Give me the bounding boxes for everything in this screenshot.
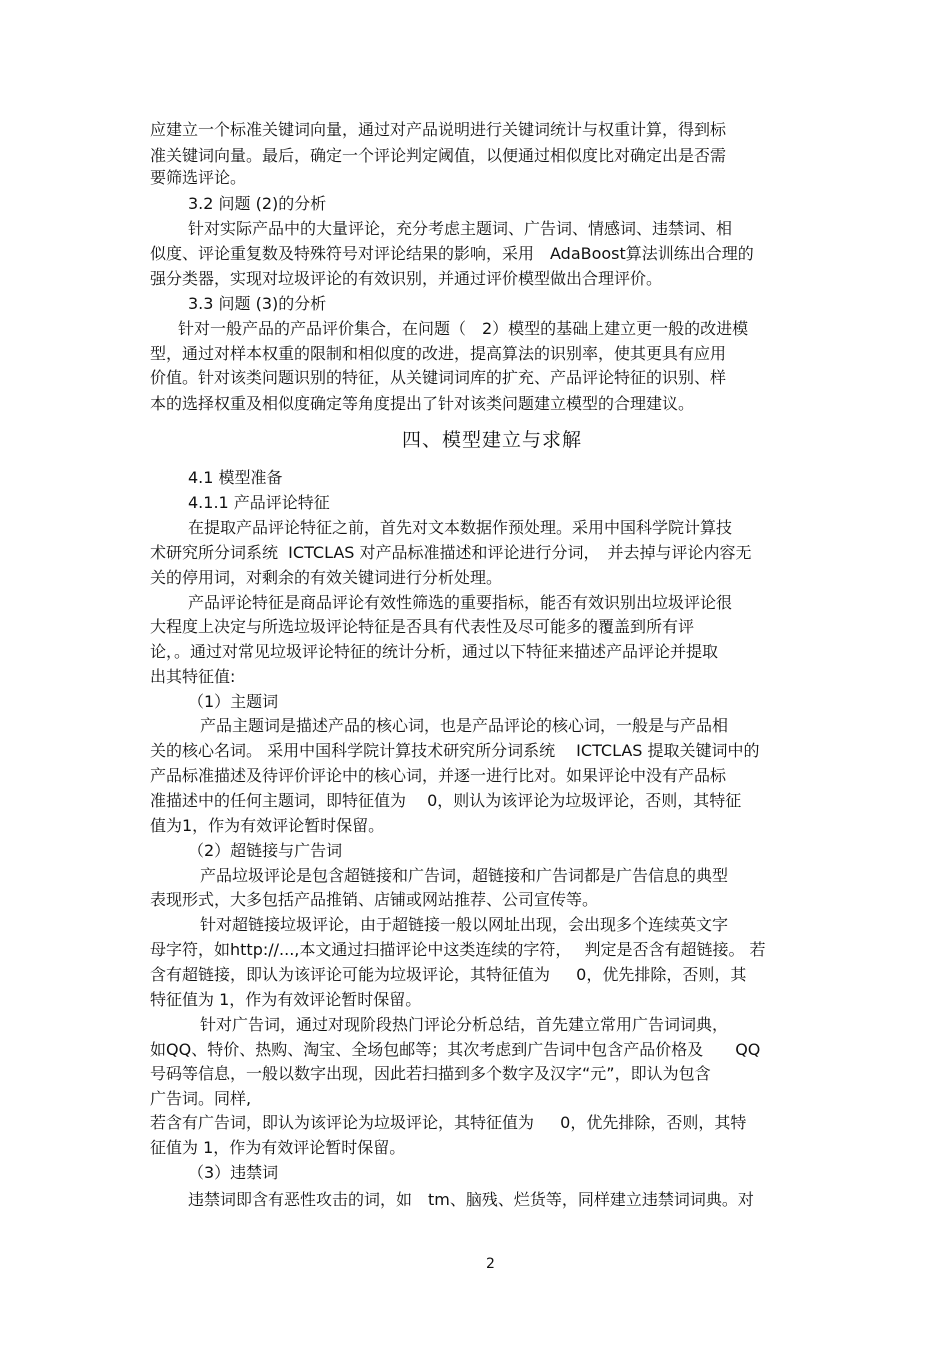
text-line: 本的选择权重及相似度确定等角度提出了针对该类问题建立模型的合理建议。 xyxy=(150,394,695,413)
text-line: 针对一般产品的产品评价集合，在问题（ 2）模型的基础上建立更一般的改进模 xyxy=(178,319,749,338)
subsection-title: 3.3 问题 (3)的分析 xyxy=(188,294,327,313)
item-title: （2）超链接与广告词 xyxy=(188,841,343,860)
text-line: 出其特征值: xyxy=(150,667,236,686)
text-line: 针对广告词，通过对现阶段热门评论分析总结，首先建立常用广告词词典， xyxy=(200,1015,729,1034)
text-line: 大程度上决定与所选垃圾评论特征是否具有代表性及尽可能多的覆盖到所有评 xyxy=(150,617,695,636)
text-line: 术研究所分词系统 ICTCLAS 对产品标准描述和评论进行分词， 并去掉与评论内容无 xyxy=(150,543,752,562)
text-line: 论，。通过对常见垃圾评论特征的统计分析，通过以下特征来描述产品评论并提取 xyxy=(150,642,719,661)
text-line: 违禁词即含有恶性攻击的词，如 tm、脑残、烂货等，同样建立违禁词词典。对 xyxy=(188,1190,754,1209)
text-line: 产品主题词是描述产品的核心词，也是产品评论的核心词，一般是与产品相 xyxy=(200,716,729,735)
text-line: 似度、评论重复数及特殊符号对评论结果的影响，采用 AdaBoost算法训练出合理的 xyxy=(150,244,754,263)
text-line: 含有超链接，即认为该评论可能为垃圾评论，其特征值为 0，优先排除，否则，其 xyxy=(150,965,747,984)
text-line: 广告词。同样, xyxy=(150,1089,252,1108)
page-number: 2 xyxy=(486,1256,495,1272)
item-title: （1）主题词 xyxy=(188,692,279,711)
text-line: 应建立一个标准关键词向量，通过对产品说明进行关键词统计与权重计算，得到标 xyxy=(150,120,727,139)
text-line: 产品评论特征是商品评论有效性筛选的重要指标，能否有效识别出垃圾评论很 xyxy=(188,593,733,612)
text-line: 针对超链接垃圾评论，由于超链接一般以网址出现，会出现多个连续英文字 xyxy=(200,915,729,934)
text-line: 产品垃圾评论是包含超链接和广告词，超链接和广告词都是广告信息的典型 xyxy=(200,866,729,885)
section-heading: 四、模型建立与求解 xyxy=(402,429,583,451)
text-line: 值为1，作为有效评论暂时保留。 xyxy=(150,816,385,835)
text-line: 准关键词向量。最后，确定一个评论判定阈值，以便通过相似度比对确定出是否需 xyxy=(150,146,727,165)
text-line: 关的核心名词。 采用中国科学院计算技术研究所分词系统 ICTCLAS 提取关键词中的 xyxy=(150,741,760,760)
subsection-title: 3.2 问题 (2)的分析 xyxy=(188,194,327,213)
text-line: 准描述中的任何主题词，即特征值为 0，则认为该评论为垃圾评论，否则，其特征 xyxy=(150,791,742,810)
text-line: 如QQ、特价、热购、淘宝、全场包邮等；其次考虑到广告词中包含产品价格及 QQ xyxy=(150,1040,761,1059)
text-line: 母字符，如http://...,本文通过扫描评论中这类连续的字符， 判定是否含有超链接。 若 xyxy=(150,940,766,959)
text-line: 产品标准描述及待评价评论中的核心词，并逐一进行比对。如果评论中没有产品标 xyxy=(150,766,727,785)
text-line: 强分类器，实现对垃圾评论的有效识别，并通过评价模型做出合理评价。 xyxy=(150,269,663,288)
text-line: 若含有广告词，即认为该评论为垃圾评论，其特征值为 0，优先排除，否则，其特 xyxy=(150,1113,747,1132)
text-line: 在提取产品评论特征之前，首先对文本数据作预处理。采用中国科学院计算技 xyxy=(188,518,733,537)
text-line: 征值为 1，作为有效评论暂时保留。 xyxy=(150,1138,406,1157)
text-line: 价值。针对该类问题识别的特征，从关键词词库的扩充、产品评论特征的识别、样 xyxy=(150,368,727,387)
subsection-title: 4.1 模型准备 xyxy=(188,468,283,487)
text-line: 要筛选评论。 xyxy=(150,168,247,187)
text-line: 特征值为 1，作为有效评论暂时保留。 xyxy=(150,990,422,1009)
text-line: 针对实际产品中的大量评论，充分考虑主题词、广告词、情感词、违禁词、相 xyxy=(188,219,733,238)
item-title: （3）违禁词 xyxy=(188,1163,279,1182)
text-line: 号码等信息，一般以数字出现，因此若扫描到多个数字及汉字“元”，即认为包含 xyxy=(150,1064,711,1083)
text-line: 型，通过对样本权重的限制和相似度的改进，提高算法的识别率，使其更具有应用 xyxy=(150,344,727,363)
text-line: 关的停用词，对剩余的有效关键词进行分析处理。 xyxy=(150,568,503,587)
subsection-title: 4.1.1 产品评论特征 xyxy=(188,493,330,512)
text-line: 表现形式，大多包括产品推销、店铺或网站推荐、公司宣传等。 xyxy=(150,890,599,909)
